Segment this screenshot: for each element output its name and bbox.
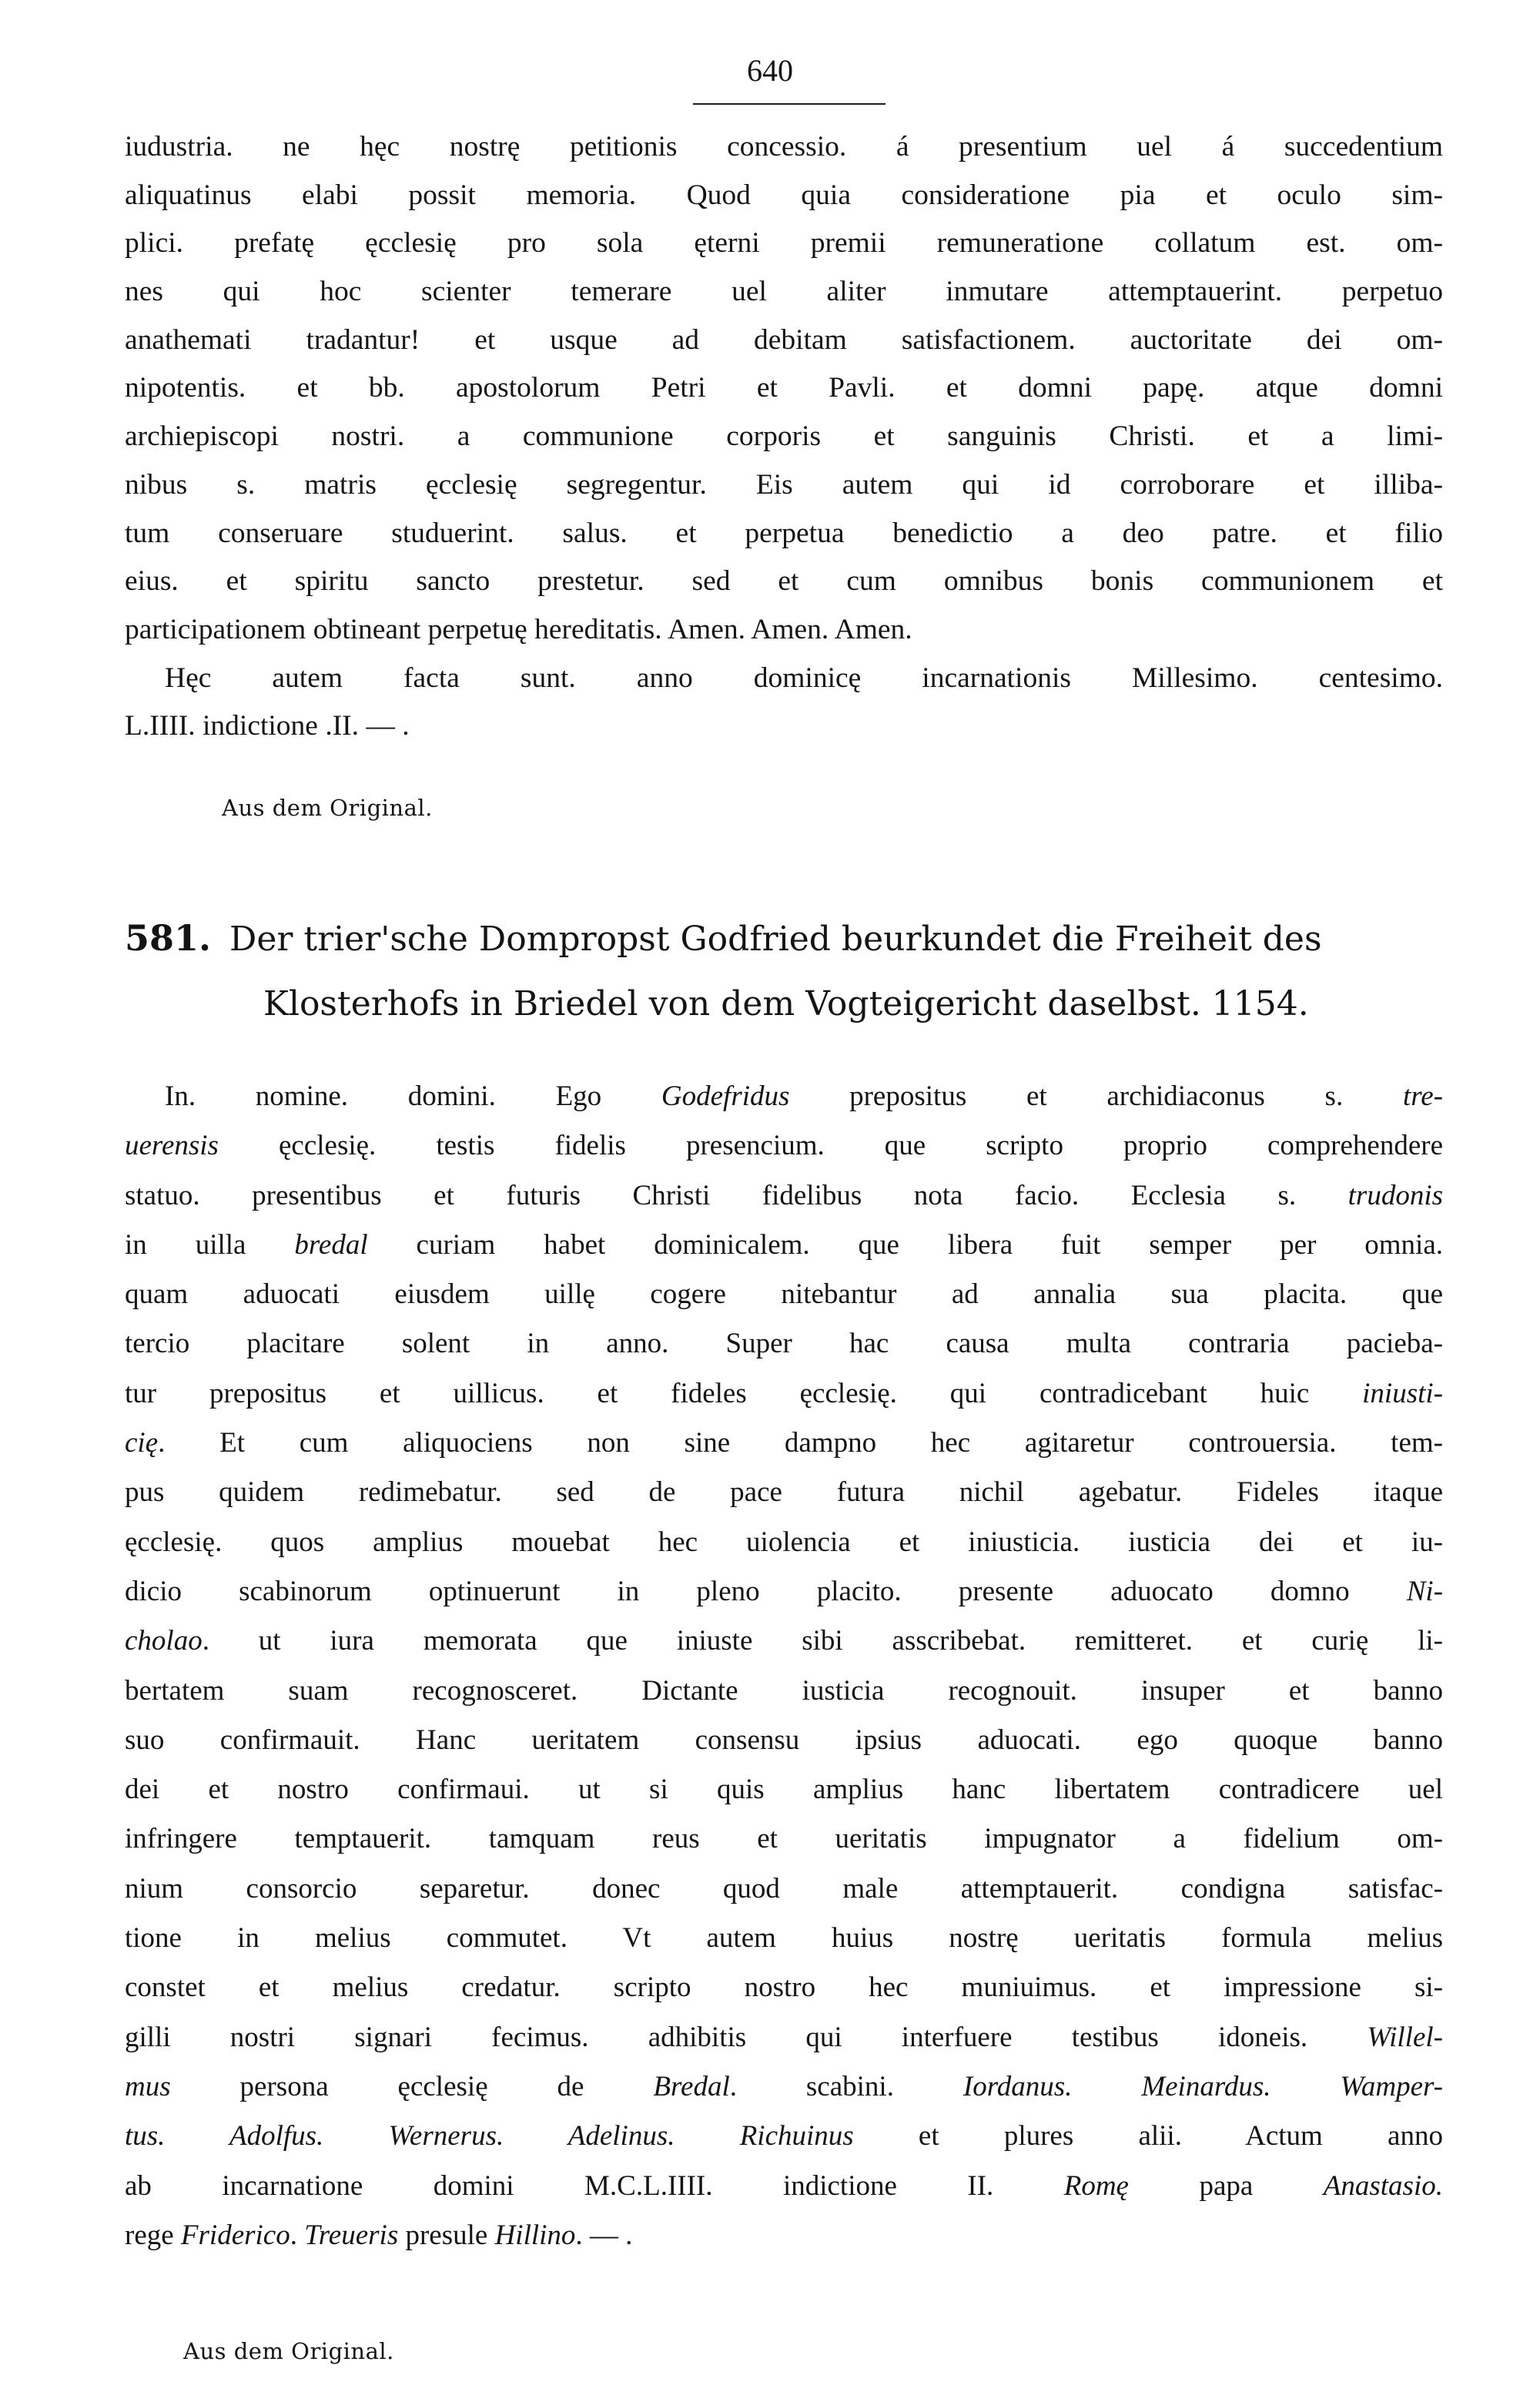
text-line: bertatem suam recognosceret. Dictante iusticia recognouit. insuper et banno (125, 1674, 1443, 1707)
text-line: gilli nostri signari fecimus. adhibitis qui interfuere testibus idoneis. Willel- (125, 2021, 1443, 2053)
text-line: anathemati tradantur! et usque ad debitam satisfactionem. auctoritate dei om- (125, 323, 1443, 356)
text-line: uerensis ęcclesię. testis fidelis presencium. que scripto proprio comprehendere (125, 1130, 1443, 1162)
text-line: cholao. ut iura memorata que iniuste sibi asscribebat. remitteret. et curię li- (125, 1625, 1443, 1657)
text-line: infringere temptauerit. tamquam reus et ueritatis impugnator a fidelium om- (125, 1823, 1443, 1855)
text-line: aliquatinus elabi possit memoria. Quod quia consideratione pia et oculo sim- (125, 179, 1443, 211)
text-line: rege Friderico. Treueris presule Hillino. — . (125, 2219, 633, 2251)
text-line: pus quidem redimebatur. sed de pace futura nichil agebatur. Fideles itaque (125, 1476, 1443, 1509)
text-line: nes qui hoc scienter temerare uel aliter inmutare attemptauerint. perpetuo (125, 276, 1443, 308)
text-line: dicio scabinorum optinuerunt in pleno placito. presente aduocato domno Ni- (125, 1575, 1443, 1607)
heading-text-1: Der trier'sche Dompropst Godfried beurkundet die Freiheit des (229, 920, 1322, 959)
text-line: tur prepositus et uillicus. et fideles ęcclesię. qui contradicebant huic iniusti- (125, 1377, 1443, 1409)
text-line: tercio placitare solent in anno. Super hac causa multa contraria paciebа- (125, 1328, 1443, 1360)
text-line: constet et melius credatur. scripto nostro hec muniuimus. et impressione si- (125, 1972, 1443, 2004)
text-line: tus. Adolfus. Wernerus. Adelinus. Richuinus et plures alii. Actum anno (125, 2120, 1443, 2153)
heading-line-1 (125, 906, 1443, 972)
charter-heading (125, 906, 1443, 1037)
text-line: ab incarnatione domini M.C.L.IIII. indictione II. Romę papa Anastasio. (125, 2169, 1443, 2202)
text-line: archiepiscopi nostri. a communione corporis et sanguinis Christi. et a limi- (125, 420, 1443, 453)
text-line: suo confirmauit. Hanc ueritatem consensu ipsius aduocati. ego quoque banno (125, 1724, 1443, 1756)
text-line: In. nomine. domini. Ego Godefridus prepositus et archidiaconus s. tre- (165, 1080, 1443, 1112)
text-line: participationem obtineant perpetuę hereditatis. Amen. Amen. Amen. (125, 613, 912, 645)
text-line: ęcclesię. quos amplius mouebat hec uiolencia et iniusticia. iusticia dei et iu- (125, 1526, 1443, 1558)
charter-580-text-end (125, 123, 1443, 751)
text-line: dei et nostro confirmaui. ut si quis amplius hanc libertatem contradicere uel (125, 1774, 1443, 1806)
text-line: in uilla bredal curiam habet dominicalem. que libera fuit semper per omnia. (125, 1228, 1443, 1261)
text-line: cię. Et cum aliquociens non sine dampno hec agitaretur controuersia. tem- (125, 1427, 1443, 1459)
text-line: mus persona ęcclesię de Bredal. scabini. Iordanus. Meinardus. Wamper- (125, 2070, 1443, 2102)
charter-581-text (125, 1072, 1443, 2260)
charter-number: 581. (125, 917, 212, 959)
text-line: eius. et spiritu sancto prestetur. sed et cum omnibus bonis communionem et (125, 565, 1443, 598)
text-line: Hęc autem facta sunt. anno dominicę incarnationis Millesimo. centesimo. (165, 662, 1443, 694)
page-number: 640 (747, 53, 793, 88)
page-number-rule (693, 103, 886, 105)
text-line: nibus s. matris ęcclesię segregentur. Eis autem qui id corroborare et illiba- (125, 468, 1443, 501)
heading-line-2: Klosterhofs in Briedel von dem Vogteigericht daselbst. 1154. (263, 984, 1309, 1023)
source-note: Aus dem Original. (222, 795, 433, 821)
text-line: statuo. presentibus et futuris Christi fidelibus nota facio. Ecclesia s. trudonis (125, 1179, 1443, 1211)
text-line: nipotentis. et bb. apostolorum Petri et Pavli. et domni papę. atque domni (125, 372, 1443, 404)
text-line: tum conseruare studuerint. salus. et perpetua benedictio a deo patre. et filio (125, 517, 1443, 549)
text-line: quam aduocati eiusdem uillę cogere nitebantur ad annalia sua placita. que (125, 1278, 1443, 1311)
text-line: tione in melius commutet. Vt autem huius nostrę ueritatis formula melius (125, 1922, 1443, 1955)
text-line: L.IIII. indictione .II. — . (125, 710, 410, 742)
source-note: Aus dem Original. (183, 2338, 394, 2364)
text-line: nium consorcio separetur. donec quod male attemptauerit. condigna satisfac- (125, 1872, 1443, 1905)
text-line: plici. prefatę ęcclesię pro sola ęterni premii remuneratione collatum est. om- (125, 227, 1443, 260)
text-line: iudustria. ne hęc nostrę petitionis concessio. á presentium uel á succedentium (125, 131, 1443, 162)
